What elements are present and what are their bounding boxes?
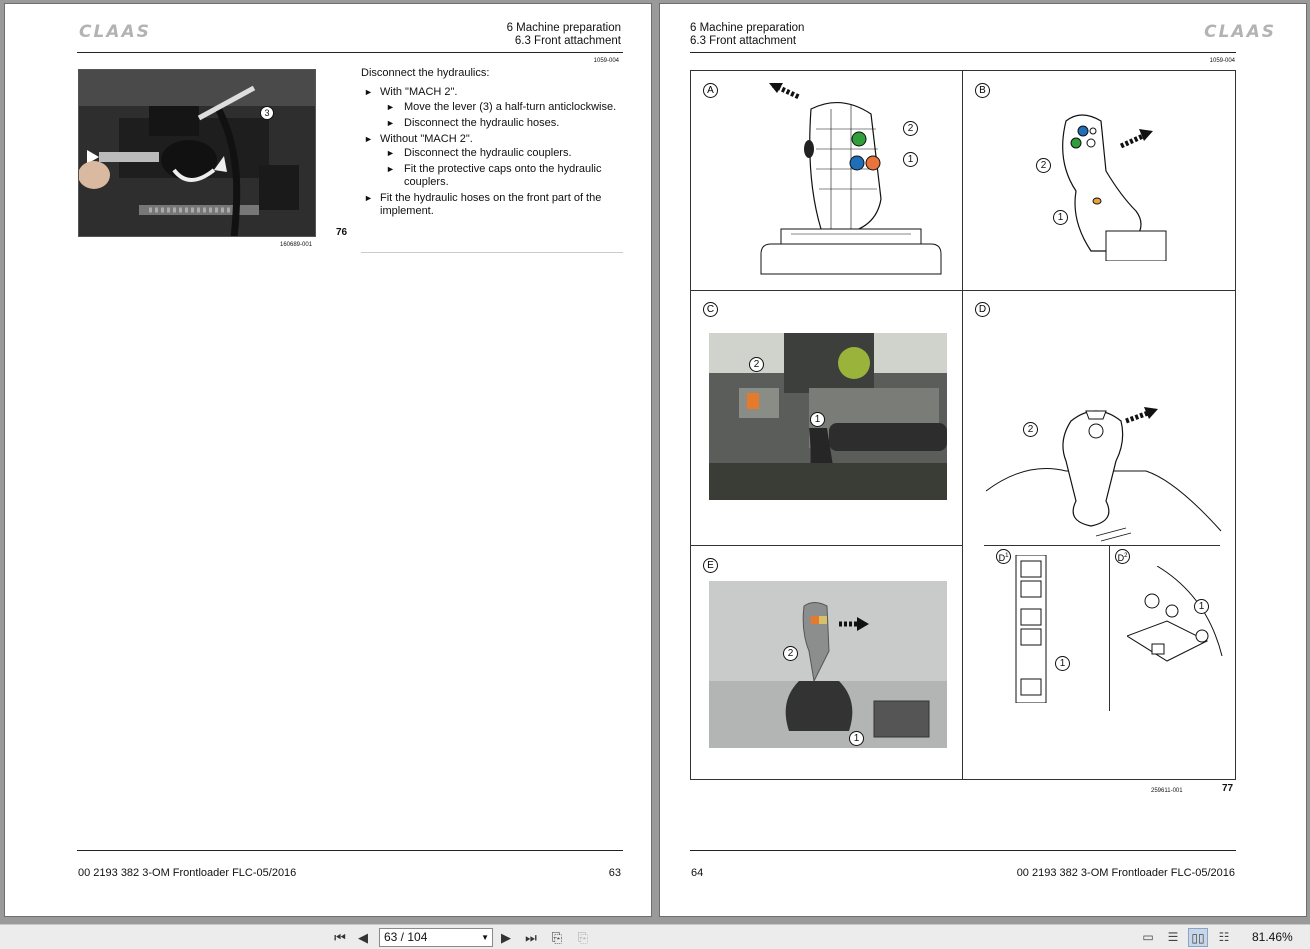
bullet-arrow-icon: ► <box>386 148 395 158</box>
bullet-arrow-icon: ► <box>364 134 373 144</box>
panel-label-d1: $D^1$ <box>996 549 1011 564</box>
panel-label-d: D <box>975 302 990 317</box>
callout-1: 1 <box>1055 656 1070 671</box>
instruction-intro: Disconnect the hydraulics: <box>361 67 490 79</box>
bullet-arrow-icon: ► <box>386 164 395 174</box>
left-page <box>4 3 652 917</box>
footer-doc: 00 2193 382 3-OM Frontloader FLC-05/2016 <box>78 867 297 879</box>
panel-label-a: A <box>703 83 718 98</box>
step-2-sub-2: Fit the protective caps onto the hydraulic couplers. <box>404 163 602 188</box>
page-number: 63 <box>608 867 621 879</box>
ref-code: 1059-004 <box>1209 58 1235 64</box>
bullet-arrow-icon: ► <box>386 102 395 112</box>
callout-2: 2 <box>903 121 918 136</box>
figure-number: 76 <box>336 227 348 238</box>
callout-2: 2 <box>1036 158 1051 173</box>
grid-divider <box>691 545 962 546</box>
footer-rule <box>77 850 623 851</box>
viewer-toolbar <box>0 924 1310 949</box>
header-rule <box>77 52 623 53</box>
controls-figure-grid <box>690 70 1236 780</box>
grid-divider <box>962 71 963 779</box>
previous-page-icon[interactable]: ◀ <box>358 930 368 945</box>
last-page-icon[interactable]: ⏭ <box>525 930 537 945</box>
step-2-sub-1: Disconnect the hydraulic couplers. <box>404 147 572 159</box>
two-page-view-icon[interactable]: ▯▯ <box>1188 928 1208 947</box>
grid-divider <box>1109 546 1110 711</box>
bullet-arrow-icon: ► <box>364 193 373 203</box>
step-2: Without "MACH 2". <box>380 133 473 145</box>
claas-logo: CLAAS <box>1204 22 1276 42</box>
first-page-icon[interactable]: ⏮ <box>334 930 346 945</box>
page-header <box>507 22 621 48</box>
callout-1: 1 <box>903 152 918 167</box>
hydraulics-illustration <box>79 70 316 237</box>
fit-icon[interactable]: ⎘ <box>577 930 589 945</box>
page-indicator: 63 / 104 <box>384 930 428 944</box>
switch-panel-d2-illustration <box>1127 566 1227 681</box>
chapter-title: 6 Machine preparation <box>506 22 621 34</box>
bullet-arrow-icon: ► <box>386 118 395 128</box>
rotate-icon[interactable]: ⎘ <box>551 930 563 945</box>
ref-code: 1059-004 <box>593 58 619 64</box>
next-page-icon[interactable]: ▶ <box>501 930 511 945</box>
figure-code: 160689-001 <box>280 242 313 248</box>
panel-label-d2: $D^2$ <box>1115 549 1130 564</box>
cab-illustration <box>709 333 947 500</box>
grid-divider <box>691 290 1235 291</box>
joystick-photo <box>709 581 947 748</box>
cab-photo <box>709 333 947 500</box>
panel-label-b: B <box>975 83 990 98</box>
page-header <box>690 22 804 48</box>
chevron-down-icon: ▼ <box>481 933 489 942</box>
step-1-sub-1: Move the lever (3) a half-turn anticlockwise. <box>404 101 617 113</box>
step-3: Fit the hydraulic hoses on the front part of the implement. <box>380 192 602 217</box>
continuous-view-icon[interactable]: ☰ <box>1167 930 1179 944</box>
callout-2: 2 <box>1023 422 1038 437</box>
panel-label-c: C <box>703 302 718 317</box>
panel-label-d2-sup: 2 <box>1124 553 1128 559</box>
footer-rule <box>690 850 1236 851</box>
chapter-title: 6 Machine preparation <box>690 22 805 34</box>
claas-logo: CLAAS <box>79 22 151 42</box>
hydraulics-photo <box>78 69 316 237</box>
panel-label-d1-sup: 1 <box>1005 553 1009 559</box>
right-page <box>659 3 1307 917</box>
section-rule <box>361 252 623 253</box>
page-selector[interactable] <box>379 928 493 947</box>
page-number: 64 <box>691 867 704 879</box>
section-title: 6.3 Front attachment <box>514 35 621 47</box>
figure-number: 77 <box>1222 783 1234 794</box>
callout-1: 1 <box>1053 210 1068 225</box>
section-title: 6.3 Front attachment <box>690 35 797 47</box>
header-rule <box>690 52 1236 53</box>
single-page-view-icon[interactable]: ▭ <box>1142 930 1154 944</box>
panel-label-e: E <box>703 558 718 573</box>
footer-doc: 00 2193 382 3-OM Frontloader FLC-05/2016 <box>1016 867 1235 879</box>
figure-code: 259611-001 <box>1151 788 1183 794</box>
step-1: With "MACH 2". <box>380 86 458 98</box>
joystick-d-illustration <box>986 391 1226 551</box>
joystick-b-illustration <box>1011 101 1201 261</box>
bullet-arrow-icon: ► <box>364 87 373 97</box>
joystick-e-illustration <box>709 581 947 748</box>
zoom-level[interactable]: 81.46% <box>1252 930 1293 944</box>
callout-2: 2 <box>749 357 764 372</box>
callout-2: 2 <box>783 646 798 661</box>
callout-1: 1 <box>849 731 864 746</box>
callout-1: 1 <box>1194 599 1209 614</box>
callout-3: 3 <box>260 106 274 120</box>
callout-1: 1 <box>810 412 825 427</box>
joystick-a-illustration <box>721 79 951 279</box>
switch-panel-d1-illustration <box>1015 555 1047 703</box>
step-1-sub-2: Disconnect the hydraulic hoses. <box>404 117 560 129</box>
two-page-continuous-view-icon[interactable]: ☷ <box>1218 930 1230 944</box>
